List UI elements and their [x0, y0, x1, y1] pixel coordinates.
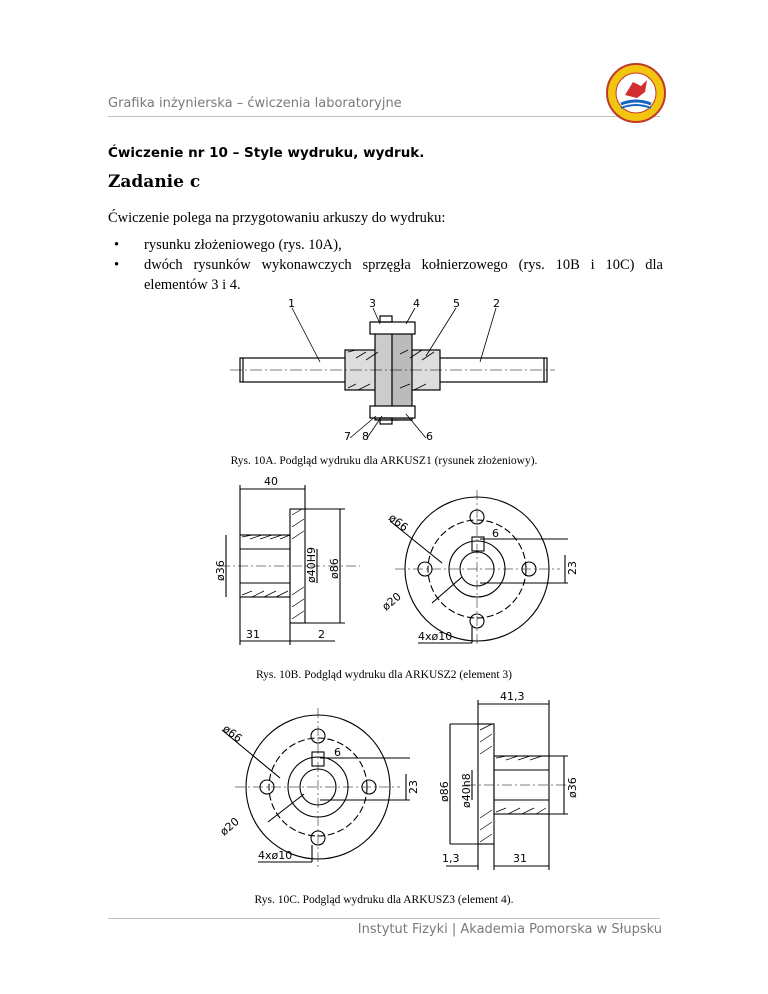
part-label: 2	[493, 298, 500, 310]
list-item-text: rysunku złożeniowego (rys. 10A),	[144, 237, 342, 253]
part-label: 7	[344, 430, 351, 443]
page-header: Grafika inżynierska – ćwiczenia laboratoryjne	[108, 96, 402, 111]
dimension-label: ø86	[438, 781, 451, 802]
dimension-label: ø20	[379, 590, 404, 614]
list-item-text: dwóch rysunków wykonawczych sprzęgła kołnierzowego (rys. 10B i 10C) dla elementów 3 i 4.	[144, 257, 663, 293]
dimension-label: ø40h8	[460, 773, 473, 808]
university-logo	[605, 62, 667, 124]
dimension-label: 6	[492, 527, 499, 540]
dimension-label: 2	[318, 628, 325, 641]
bullet-list	[108, 235, 663, 295]
dimension-label: ø20	[217, 815, 242, 839]
list-item	[108, 235, 663, 255]
figure-10a-assembly	[230, 298, 555, 443]
list-item	[108, 255, 663, 295]
dimension-label: 23	[566, 561, 579, 575]
figure-10c-element-4	[210, 690, 580, 875]
part-label: 5	[453, 298, 460, 310]
dimension-label: 31	[246, 628, 260, 641]
dimension-label: 4xø10	[258, 849, 293, 862]
dimension-label: 23	[407, 780, 420, 794]
dimension-label: ø86	[328, 558, 341, 579]
dimension-label: ø66	[386, 511, 411, 535]
figure-10b-caption: Rys. 10B. Podgląd wydruku dla ARKUSZ2 (element 3)	[255, 669, 513, 681]
dimension-label: ø66	[220, 722, 245, 746]
dimension-label: ø40H9	[305, 547, 318, 583]
part-label: 6	[426, 430, 433, 443]
part-label: 1	[288, 298, 295, 310]
exercise-title: Ćwiczenie nr 10 – Style wydruku, wydruk.	[108, 145, 425, 161]
page-footer: Instytut Fizyki | Akademia Pomorska w Słupsku	[357, 922, 662, 937]
part-label: 4	[413, 298, 420, 310]
dimension-label: 1,3	[442, 852, 460, 865]
dimension-label: 6	[334, 746, 341, 759]
header-rule	[108, 116, 660, 117]
dimension-label: 31	[513, 852, 527, 865]
dimension-label: 41,3	[500, 690, 525, 703]
figure-10a-caption: Rys. 10A. Podgląd wydruku dla ARKUSZ1 (rysunek złożeniowy).	[230, 455, 538, 467]
dimension-label: ø36	[214, 560, 227, 581]
footer-rule	[108, 918, 660, 919]
dimension-label: 40	[264, 475, 278, 488]
task-title: Zadanie c	[108, 172, 201, 192]
dimension-label: ø36	[566, 777, 579, 798]
intro-paragraph: Ćwiczenie polega na przygotowaniu arkuszy do wydruku:	[108, 210, 446, 226]
part-label: 8	[362, 430, 369, 443]
part-label: 3	[369, 298, 376, 310]
bullet-dot: •	[114, 257, 120, 273]
figure-10b-element-3	[210, 475, 580, 650]
figure-10c-caption: Rys. 10C. Podgląd wydruku dla ARKUSZ3 (element 4).	[254, 894, 514, 906]
bullet-dot: •	[114, 237, 120, 253]
dimension-label: 4xø10	[418, 630, 453, 643]
